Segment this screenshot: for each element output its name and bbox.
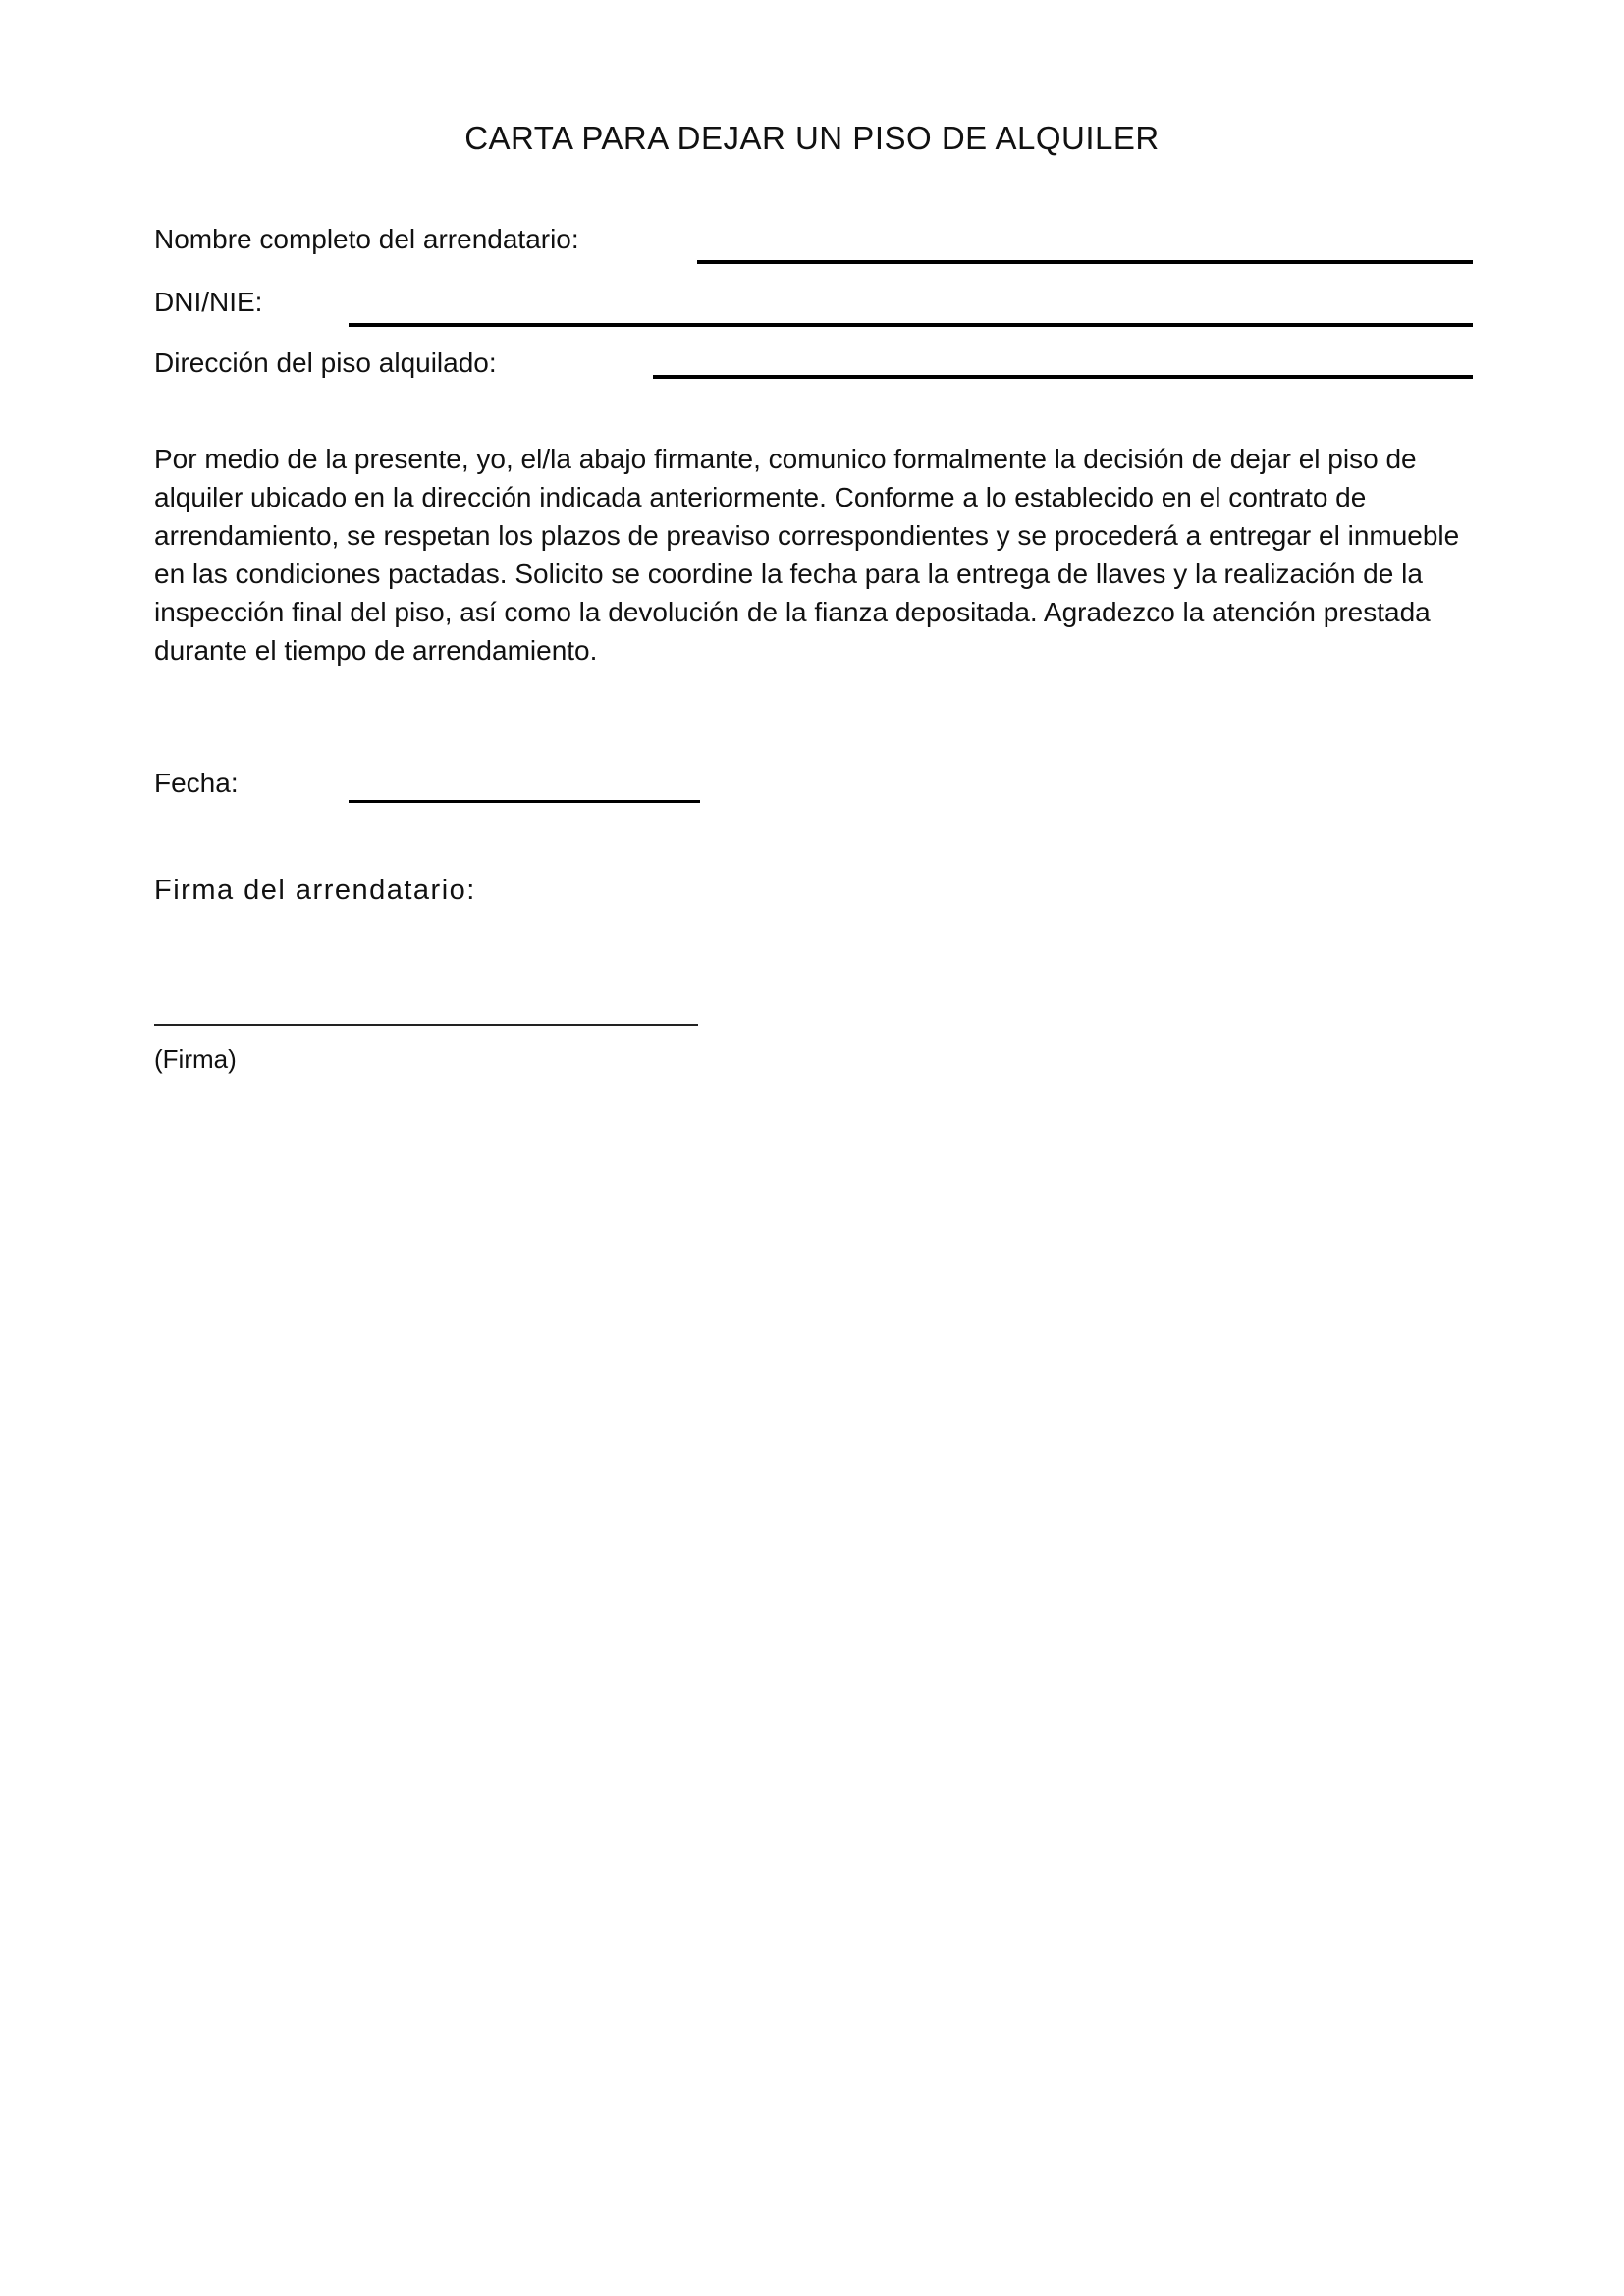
tenant-name-label: Nombre completo del arrendatario:: [154, 224, 579, 254]
date-label: Fecha:: [154, 768, 239, 798]
page-title: CARTA PARA DEJAR UN PISO DE ALQUILER: [464, 120, 1160, 156]
rented-address-label: Dirección del piso alquilado:: [154, 347, 497, 378]
dni-nie-label: DNI/NIE:: [154, 287, 263, 317]
date-blank-line[interactable]: [349, 800, 700, 803]
signature-blank-line[interactable]: [154, 1024, 698, 1026]
rented-address-blank-line[interactable]: [653, 375, 1473, 379]
letter-body-paragraph: Por medio de la presente, yo, el/la abajo firmante, comunico formalmente la decisión de dejar el piso de alquiler ubicado en la dirección indicada anteriormente. Conforme a lo establecido en el contrato de arrendamiento, se respetan los plazos de preaviso correspondientes y se procederá a entregar el inmueble en las condiciones pactadas. Solicito se coordine la fecha para la entrega de llaves y la realización de la inspección final del piso, así como la devolución de la fianza depositada. Agradezco la atención prestada durante el tiempo de arrendamiento.: [154, 444, 1460, 666]
signature-label: Firma del arrendatario:: [154, 875, 476, 906]
tenant-name-blank-line[interactable]: [697, 260, 1473, 264]
signature-caption: (Firma): [154, 1044, 237, 1074]
dni-nie-blank-line[interactable]: [349, 323, 1473, 327]
